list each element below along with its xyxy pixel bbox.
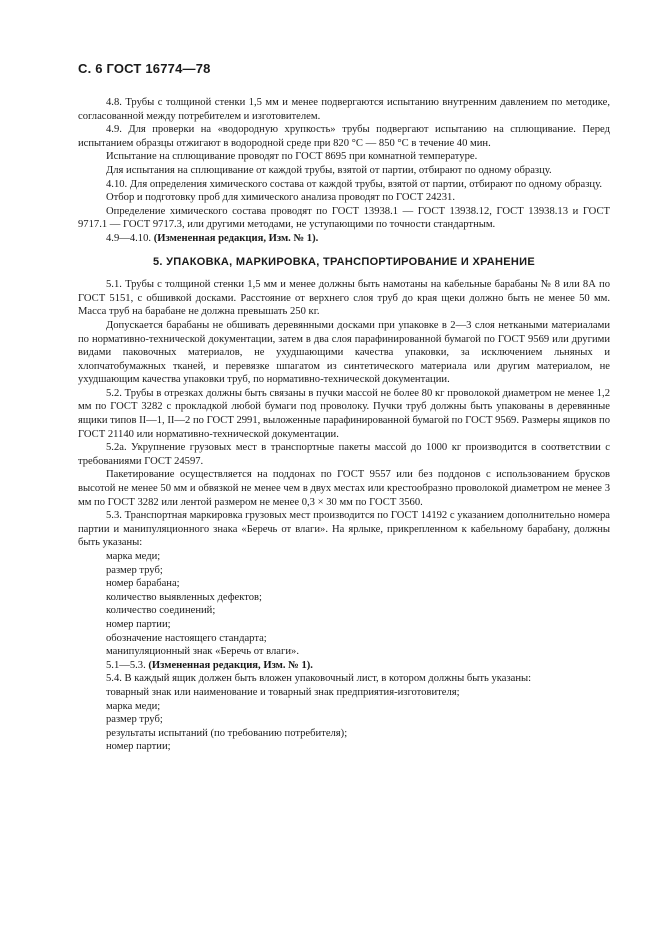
paragraph-5-2a: 5.2а. Укрупнение грузовых мест в транспортные пакеты массой до 1000 кг производится в соответствии с требованиями ГОСТ 24597. [78,442,610,467]
section-title: 5. УПАКОВКА, МАРКИРОВКА, ТРАНСПОРТИРОВАНИЕ И ХРАНЕНИЕ [153,255,535,268]
paragraph-drum-packing: Допускается барабаны не обшивать деревянными досками при упаковке в 2—3 слоя неткаными материалами по нормативно-технической документации, затем в два слоя парафинированной бумагой по ГОСТ 9569 или другими видами паковочных материалов, не ухудшающими качества упаковки, за исключением льняных и хлопчатобумажных тканей, и перевязке шпагатом из синтетического материала или другим материалом, не ухудшающим качества упаковки труб, по нормативно-технической документации. [78,319,610,386]
paragraph-4-8: 4.8. Трубы с толщиной стенки 1,5 мм и менее подвергаются испытанию внутренним давлением по методике, согласованной между потребителем и изготовителем. [78,97,610,122]
paragraph-flattening-sample: Для испытания на сплющивание от каждой трубы, взятой от партии, отбирают по одному образцу. [106,164,552,176]
list-item: марка меди; [106,551,161,562]
paragraph-4-10: 4.10. Для определения химического состава от каждой трубы, взятой от партии, отбирают по одному образцу. [106,178,602,190]
paragraph-5-2: 5.2. Трубы в отрезках должны быть связаны в пучки массой не более 80 кг проволокой диаметром не менее 1,2 мм по ГОСТ 3282 с прокладкой любой бумаги под проволоку. Пучки труб должны быть упакованы в деревянные ящики типов II—1, II—2 по ГОСТ 2991, выложенные парафинированной бумагой по ГОСТ 9569. Размеры ящиков по ГОСТ 21140 или нормативно-технической документации. [78,387,610,440]
paragraph-5-1: 5.1. Трубы с толщиной стенки 1,5 мм и менее должны быть намотаны на кабельные барабаны № 8 или 8А по ГОСТ 5151, с обшивкой досками. Расстояние от верхнего слоя труб до края щеки должно быть не менее 50 мм. Масса труб на барабане не должна превышать 250 кг. [78,279,610,318]
amendment-note-4 [78,232,610,246]
list-item: количество соединений; [106,605,216,617]
amendment-prefix: 4.9—4.10. [106,232,152,244]
paragraph-flattening-test: Испытание на сплющивание проводят по ГОСТ 8695 при комнатной температуре. [106,151,478,163]
list-item: результаты испытаний (по требованию потребителя); [106,727,348,739]
list-item: обозначение настоящего стандарта; [106,632,267,644]
paragraph-5-3: 5.3. Транспортная маркировка грузовых мест производится по ГОСТ 14192 с указанием дополнительно номера партии и манипуляционного знака «Беречь от влаги». На ярлыке, прикрепленном к кабельному барабану, должны быть указаны: [78,510,610,549]
amendment-text: (Измененная редакция, Изм. № 1). [153,232,319,244]
list-item: товарный знак или наименование и товарный знак предприятия-изготовителя; [106,686,460,698]
list-item: манипуляционный знак «Беречь от влаги». [106,646,299,658]
paragraph-4-9: 4.9. Для проверки на «водородную хрупкость» трубы подвергают испытанию на сплющивание. Перед испытанием образцы отжигают в водородной среде при 820 °С — 850 °С в течение 40 мин. [78,124,610,149]
document-body [78,96,610,754]
list-item: количество выявленных дефектов; [106,591,262,603]
amendment-note-5 [78,659,610,673]
paragraph-sampling: Отбор и подготовку проб для химического анализа проводят по ГОСТ 24231. [106,192,455,204]
amendment-text: (Измененная редакция, Изм. № 1). [148,659,313,671]
list-item: размер труб; [106,714,163,726]
label-contents-list [78,550,610,659]
paragraph-packaging: Пакетирование осуществляется на поддонах по ГОСТ 9557 или без поддонов с использованием брусков высотой не менее 50 мм и обвязкой не менее чем в двух местах или крестообразно проволокой диаметром не менее 3 мм по ГОСТ 3282 или лентой размером не менее 0,3 × 30 мм по ГОСТ 3560. [78,469,610,508]
list-item: марка меди; [106,700,161,712]
list-item: номер партии; [106,618,171,630]
amendment-prefix: 5.1—5.3. [106,659,146,671]
list-item: размер труб; [106,564,163,576]
packing-list-contents [78,686,610,754]
paragraph-5-4: 5.4. В каждый ящик должен быть вложен упаковочный лист, в котором должны быть указаны: [106,673,532,685]
paragraph-chemical-methods: Определение химического состава проводят по ГОСТ 13938.1 — ГОСТ 13938.12, ГОСТ 13938.13 и ГОСТ 9717.1 — ГОСТ 9717.3, или другими методами, не уступающими по точности стандартным. [78,205,610,231]
list-item: номер барабана; [106,578,180,590]
page-header: С. 6 ГОСТ 16774—78 [78,61,211,76]
list-item: номер партии; [106,741,171,753]
